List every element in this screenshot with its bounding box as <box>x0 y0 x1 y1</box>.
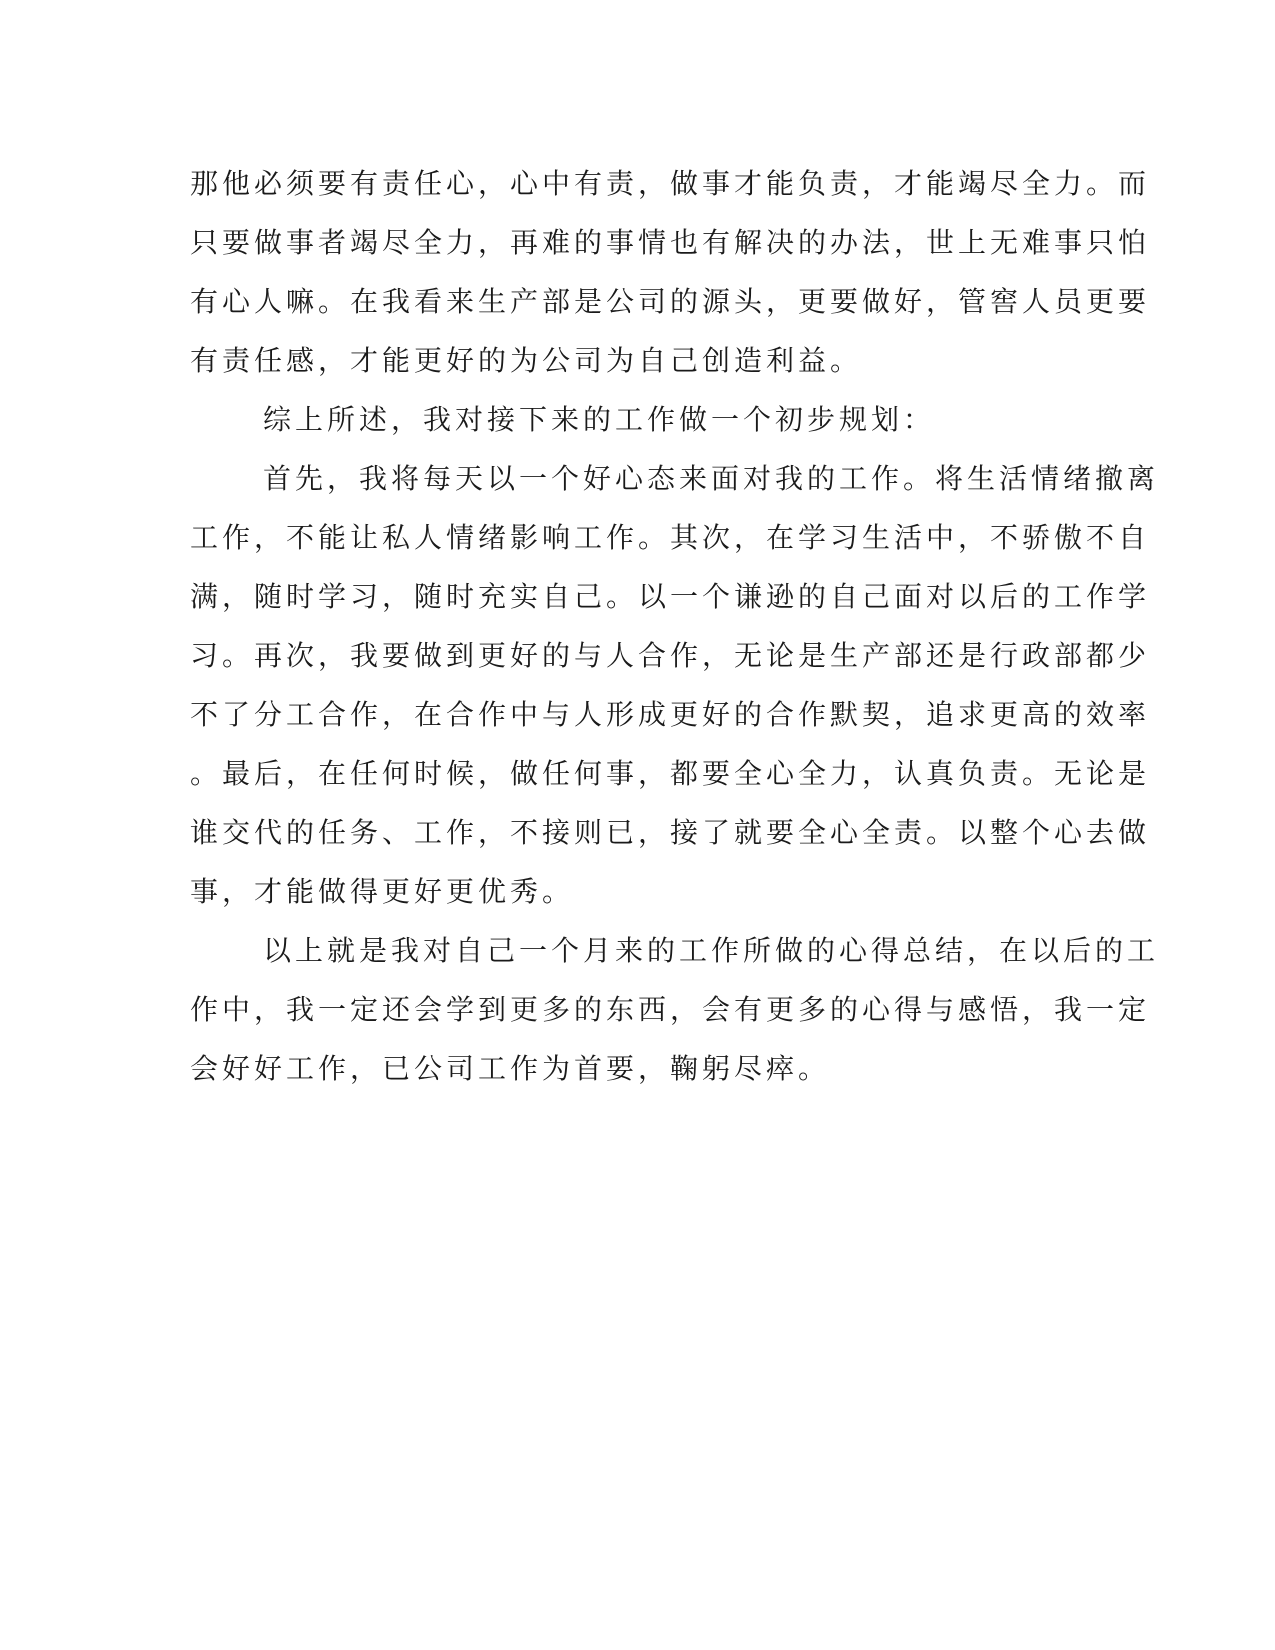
paragraph-3-line-1: 首先，我将每天以一个好心态来面对我的工作。将生活情绪撤离 <box>263 462 1160 495</box>
paragraph-3-line-2: 工作，不能让私人情绪影响工作。其次，在学习生活中，不骄傲不自 <box>190 521 1151 554</box>
paragraph-4-line-1: 以上就是我对自己一个月来的工作所做的心得总结，在以后的工 <box>263 934 1160 967</box>
paragraph-3-line-6: 。最后，在任何时候，做任何事，都要全心全力，认真负责。无论是 <box>190 757 1151 790</box>
paragraph-1-line-2: 只要做事者竭尽全力，再难的事情也有解决的办法，世上无难事只怕 <box>190 226 1151 259</box>
paragraph-3-line-4: 习。再次，我要做到更好的与人合作，无论是生产部还是行政部都少 <box>190 639 1151 672</box>
paragraph-3-line-5: 不了分工合作，在合作中与人形成更好的合作默契，追求更高的效率 <box>190 698 1151 731</box>
paragraph-2-line-1: 综上所述，我对接下来的工作做一个初步规划： <box>263 403 936 436</box>
paragraph-3-line-7: 谁交代的任务、工作，不接则已，接了就要全心全责。以整个心去做 <box>190 816 1151 849</box>
paragraph-3-line-8: 事，才能做得更好更优秀。 <box>190 875 575 908</box>
paragraph-4-line-3: 会好好工作，已公司工作为首要，鞠躬尽瘁。 <box>190 1052 831 1085</box>
paragraph-1-line-1: 那他必须要有责任心，心中有责，做事才能负责，才能竭尽全力。而 <box>190 167 1151 200</box>
paragraph-4-line-2: 作中，我一定还会学到更多的东西，会有更多的心得与感悟，我一定 <box>190 993 1151 1026</box>
paragraph-1-line-4: 有责任感，才能更好的为公司为自己创造利益。 <box>190 344 863 377</box>
paragraph-3-line-3: 满，随时学习，随时充实自己。以一个谦逊的自己面对以后的工作学 <box>190 580 1151 613</box>
paragraph-1-line-3: 有心人嘛。在我看来生产部是公司的源头，更要做好，管窖人员更要 <box>190 285 1151 318</box>
